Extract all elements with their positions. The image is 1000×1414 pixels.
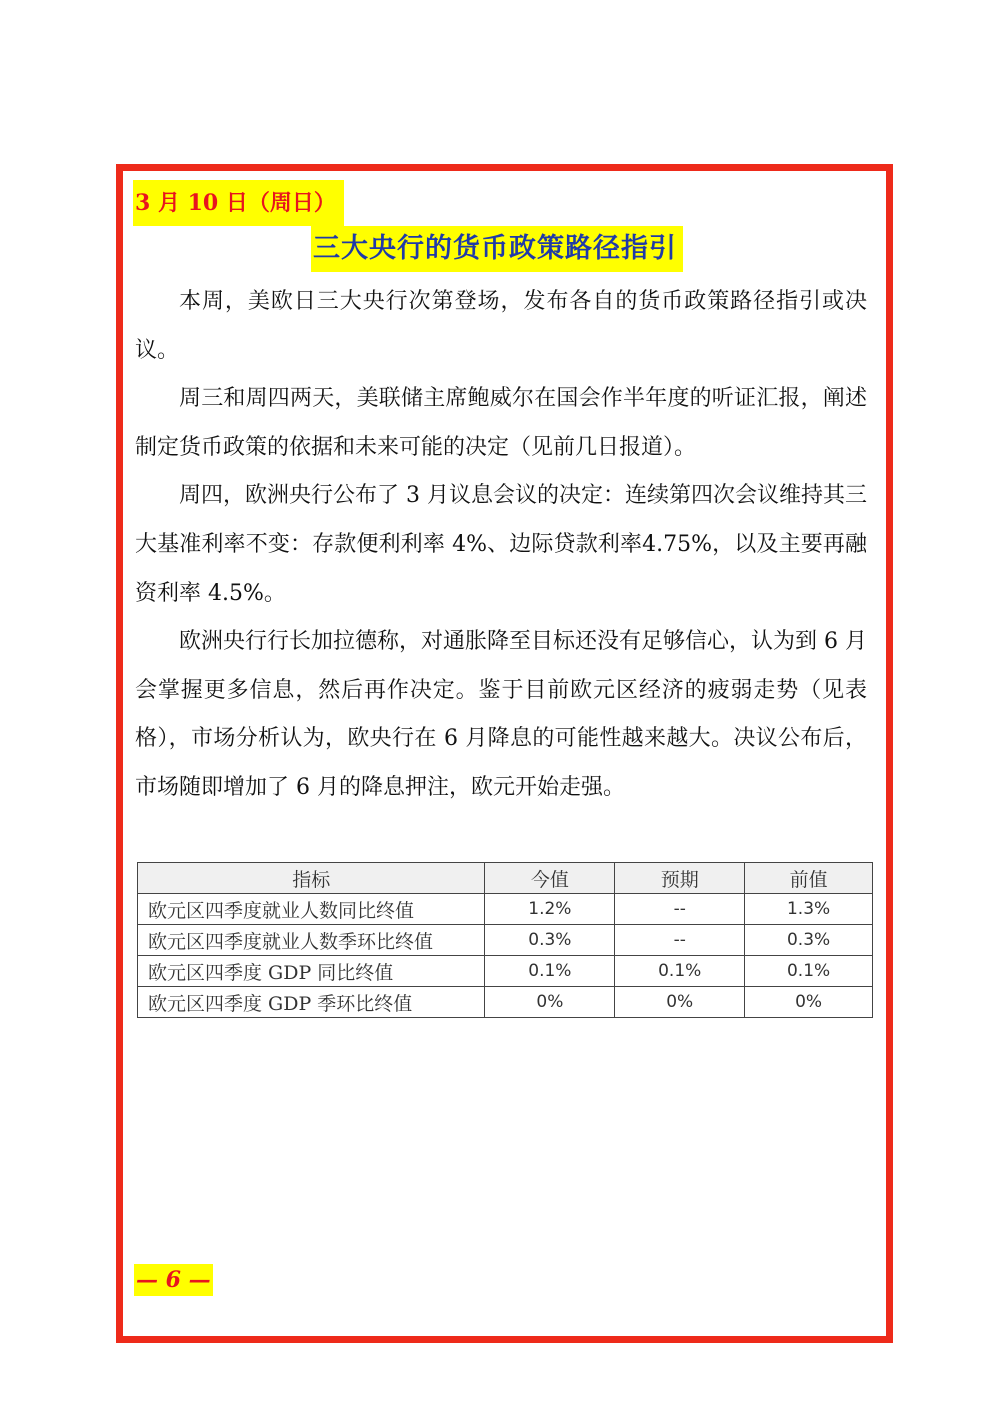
current-value: 1.2% xyxy=(485,894,615,925)
paragraph: 周三和周四两天，美联储主席鲍威尔在国会作半年度的听证汇报，阐述制定货币政策的依据和未来可能的决定（见前几日报道）。 xyxy=(135,386,867,460)
header-indicator: 指标 xyxy=(138,863,485,894)
previous-value: 1.3% xyxy=(745,894,873,925)
indicator-name: 欧元区四季度 GDP 同比终值 xyxy=(138,956,485,987)
previous-value: 0% xyxy=(745,987,873,1018)
table-header-row xyxy=(138,863,873,894)
table-row xyxy=(138,956,873,987)
table-row xyxy=(138,925,873,956)
current-value: 0% xyxy=(485,987,615,1018)
header-forecast: 预期 xyxy=(615,863,745,894)
indicator-name: 欧元区四季度就业人数同比终值 xyxy=(138,894,485,925)
article-date: 3 月 10 日（周日） xyxy=(133,180,344,226)
indicator-name: 欧元区四季度 GDP 季环比终值 xyxy=(138,987,485,1018)
table-row xyxy=(138,894,873,925)
paragraph: 周四，欧洲央行公布了 3 月议息会议的决定：连续第四次会议维持其三大基准利率不变：存款便利利率 4%、边际贷款利率4.75%，以及主要再融资利率 4.5%。 xyxy=(135,483,867,606)
forecast-value: -- xyxy=(615,925,745,956)
forecast-value: -- xyxy=(615,894,745,925)
header-previous: 前值 xyxy=(745,863,873,894)
article-title: 三大央行的货币政策路径指引 xyxy=(311,226,683,272)
article-body xyxy=(135,278,867,813)
current-value: 0.3% xyxy=(485,925,615,956)
forecast-value: 0% xyxy=(615,987,745,1018)
paragraph: 欧洲央行行长加拉德称，对通胀降至目标还没有足够信心，认为到 6 月会掌握更多信息，然后再作决定。鉴于目前欧元区经济的疲弱走势（见表格），市场分析认为，欧央行在 6 月降息的可能性越来越大。决议公布后，市场随即增加了 6 月的降息押注，欧元开始走强。 xyxy=(135,629,867,800)
page-number: — 6 — xyxy=(134,1264,213,1296)
indicator-name: 欧元区四季度就业人数季环比终值 xyxy=(138,925,485,956)
current-value: 0.1% xyxy=(485,956,615,987)
economic-data-table xyxy=(137,862,873,1018)
table-row xyxy=(138,987,873,1018)
forecast-value: 0.1% xyxy=(615,956,745,987)
header-current: 今值 xyxy=(485,863,615,894)
previous-value: 0.3% xyxy=(745,925,873,956)
paragraph: 本周，美欧日三大央行次第登场，发布各自的货币政策路径指引或决议。 xyxy=(135,289,867,363)
previous-value: 0.1% xyxy=(745,956,873,987)
